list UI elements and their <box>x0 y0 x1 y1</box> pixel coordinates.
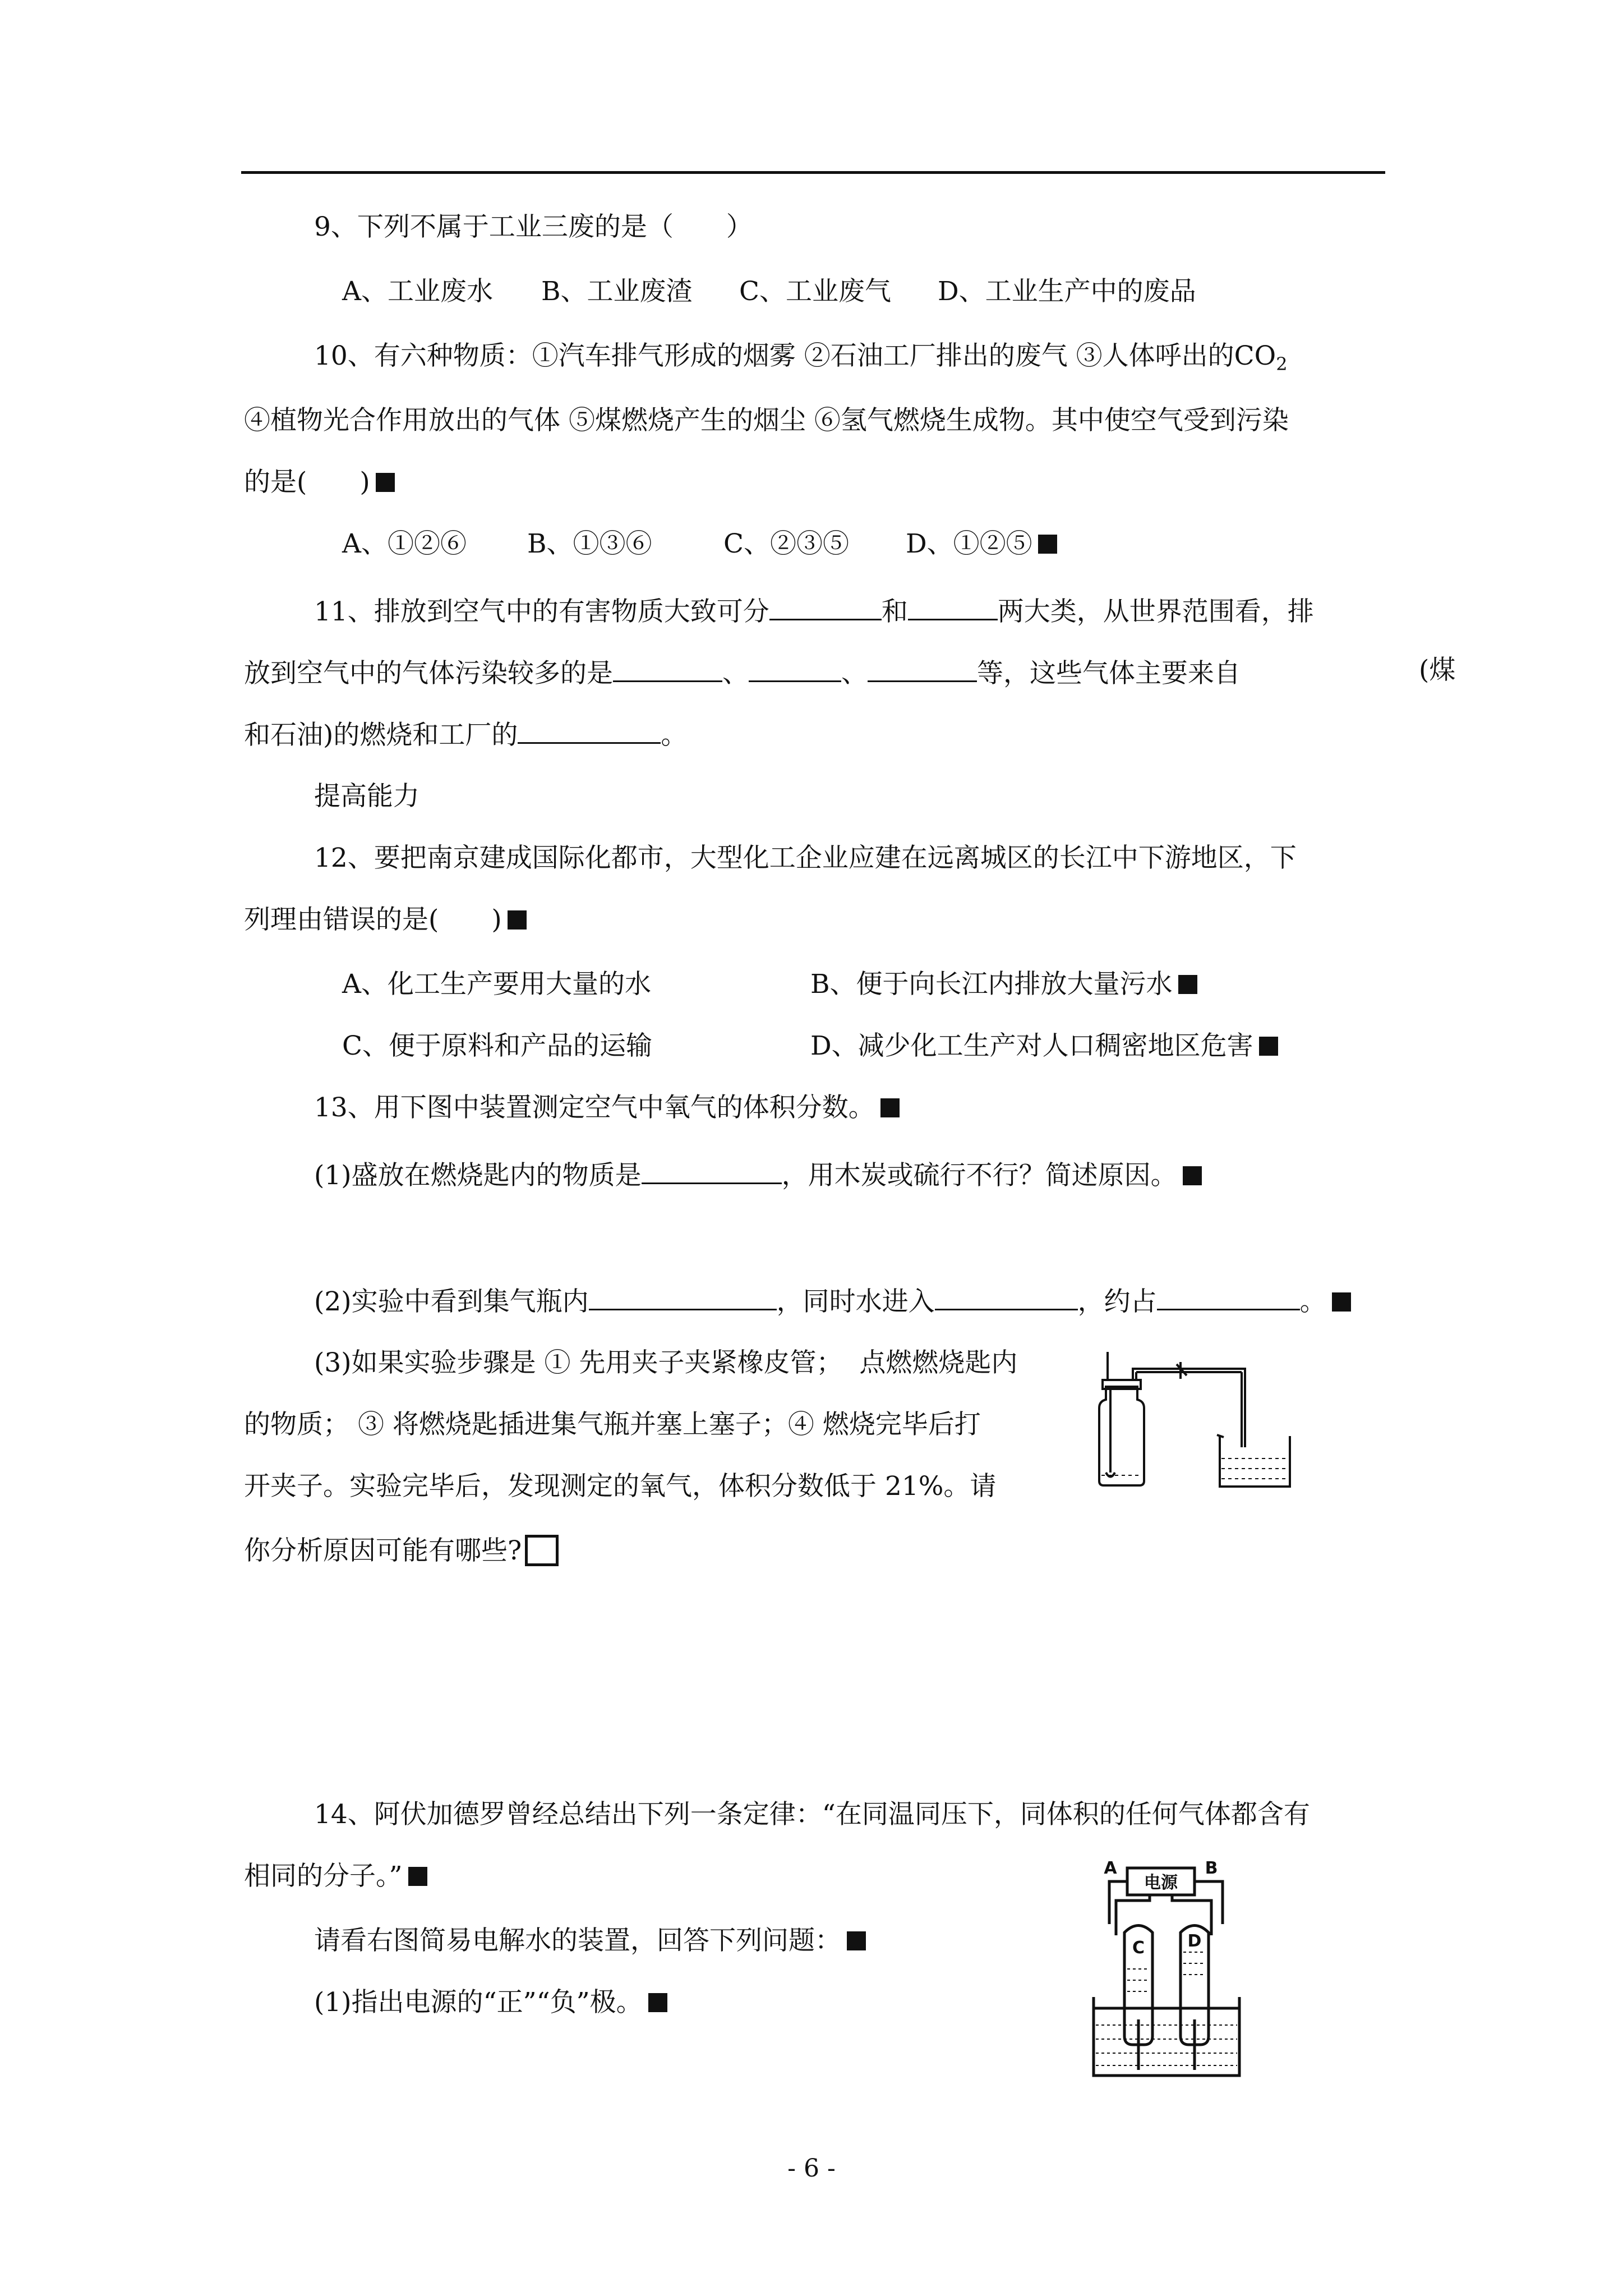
label-c: C <box>1132 1938 1145 1958</box>
q9-option-d: D、工业生产中的废品 <box>938 276 1196 307</box>
marker-square <box>508 910 527 930</box>
q10-line-3: 的是( ) <box>244 466 395 499</box>
q12-option-a: A、化工生产要用大量的水 <box>342 969 651 1000</box>
marker-square <box>1178 975 1197 994</box>
page-number: - 6 - <box>787 2154 836 2183</box>
q13-part-1: (1)盛放在燃烧匙内的物质是 ，用木炭或硫行不行？简述原因。 <box>314 1156 1202 1193</box>
q13-part-3-line-1: (3)如果实验步骤是 ① 先用夹子夹紧橡皮管； 点燃燃烧匙内 <box>314 1347 1018 1378</box>
answer-blank[interactable] <box>518 715 661 744</box>
q13-part-3-line-4: 你分析原因可能有哪些? <box>244 1534 559 1568</box>
q10-option-c: C、②③⑤ <box>723 528 849 559</box>
q12-option-c: C、便于原料和产品的运输 <box>342 1030 652 1061</box>
q10-option-d: D、①②⑤ <box>906 527 1057 561</box>
label-b: B <box>1205 1858 1218 1878</box>
q11-line-1: 11、排放到空气中的有害物质大致可分 和 两大类，从世界范围看，排 <box>314 592 1314 629</box>
section-heading: 提高能力 <box>314 781 419 812</box>
header-rule <box>241 171 1385 174</box>
marker-square <box>1259 1037 1278 1056</box>
answer-blank[interactable] <box>589 1282 777 1310</box>
q14-line-2: 相同的分子。” <box>244 1860 427 1893</box>
q12-line-1: 12、要把南京建成国际化都市，大型化工企业应建在远离城区的长江中下游地区，下 <box>314 843 1297 873</box>
q13-stem: 13、用下图中装置测定空气中氧气的体积分数。 <box>314 1091 900 1125</box>
q14-line-1: 14、阿伏加德罗曾经总结出下列一条定律：“在同温同压下，同体积的任何气体都含有 <box>314 1799 1310 1830</box>
answer-blank[interactable] <box>1157 1282 1300 1310</box>
q9-option-a: A、工业废水 <box>342 276 493 307</box>
marker-square <box>880 1098 900 1117</box>
answer-blank[interactable] <box>749 654 841 682</box>
q11-line-3: 和石油)的燃烧和工厂的 。 <box>244 715 687 752</box>
q13-part-3-line-3: 开夹子。实验完毕后，发现测定的氧气，体积分数低于 21%。请 <box>244 1471 997 1502</box>
marker-square <box>648 1993 667 2012</box>
q14-line-3: 请看右图简易电解水的装置，回答下列问题： <box>314 1924 866 1958</box>
q14-line-4: (1)指出电源的“正”“负”极。 <box>314 1986 667 2019</box>
q11-line-2-end: (煤 <box>1419 655 1456 685</box>
answer-blank[interactable] <box>908 592 998 620</box>
q10-option-b: B、①③⑥ <box>527 528 652 559</box>
electrolysis-apparatus-figure <box>1082 1857 1251 2081</box>
q9-option-b: B、工业废渣 <box>541 276 693 307</box>
marker-square <box>1332 1292 1351 1312</box>
q9-option-c: C、工业废气 <box>739 276 891 307</box>
power-supply-label: 电源 <box>1144 1873 1178 1893</box>
label-d: D <box>1187 1931 1202 1951</box>
answer-blank[interactable] <box>769 592 882 620</box>
q9-stem: 9、下列不属于工业三废的是（ ） <box>314 211 753 242</box>
marker-square <box>1038 535 1057 554</box>
q13-part-2: (2)实验中看到集气瓶内 ，同时水进入 ，约占 。 <box>314 1282 1351 1319</box>
answer-blank[interactable] <box>642 1156 782 1184</box>
q13-part-3-line-2: 的物质； ③ 将燃烧匙插进集气瓶并塞上塞子；④ 燃烧完毕后打 <box>244 1409 981 1440</box>
label-a: A <box>1104 1858 1117 1878</box>
marker-square <box>1183 1166 1202 1185</box>
oxygen-apparatus-figure <box>1077 1346 1312 1509</box>
answer-blank[interactable] <box>868 654 977 682</box>
answer-blank[interactable] <box>935 1282 1078 1310</box>
q11-line-2: 放到空气中的气体污染较多的是 、 、 等，这些气体主要来自 <box>244 654 1241 691</box>
q10-line-1: 10、有六种物质：①汽车排气形成的烟雾 ②石油工厂排出的废气 ③人体呼出的$CO_2$ <box>314 341 1288 375</box>
q12-line-2: 列理由错误的是( ) <box>244 903 527 937</box>
q10-option-a: A、①②⑥ <box>342 528 467 559</box>
marker-square <box>376 473 395 492</box>
q12-option-d: D、减少化工生产对人口稠密地区危害 <box>810 1029 1278 1063</box>
q12-option-b: B、便于向长江内排放大量污水 <box>810 968 1197 1001</box>
q10-line-2: ④植物光合作用放出的气体 ⑤煤燃烧产生的烟尘 ⑥氢气燃烧生成物。其中使空气受到污染 <box>244 405 1289 436</box>
answer-box[interactable] <box>525 1535 559 1566</box>
marker-square <box>408 1867 427 1886</box>
answer-blank[interactable] <box>613 654 722 682</box>
marker-square <box>847 1931 866 1950</box>
